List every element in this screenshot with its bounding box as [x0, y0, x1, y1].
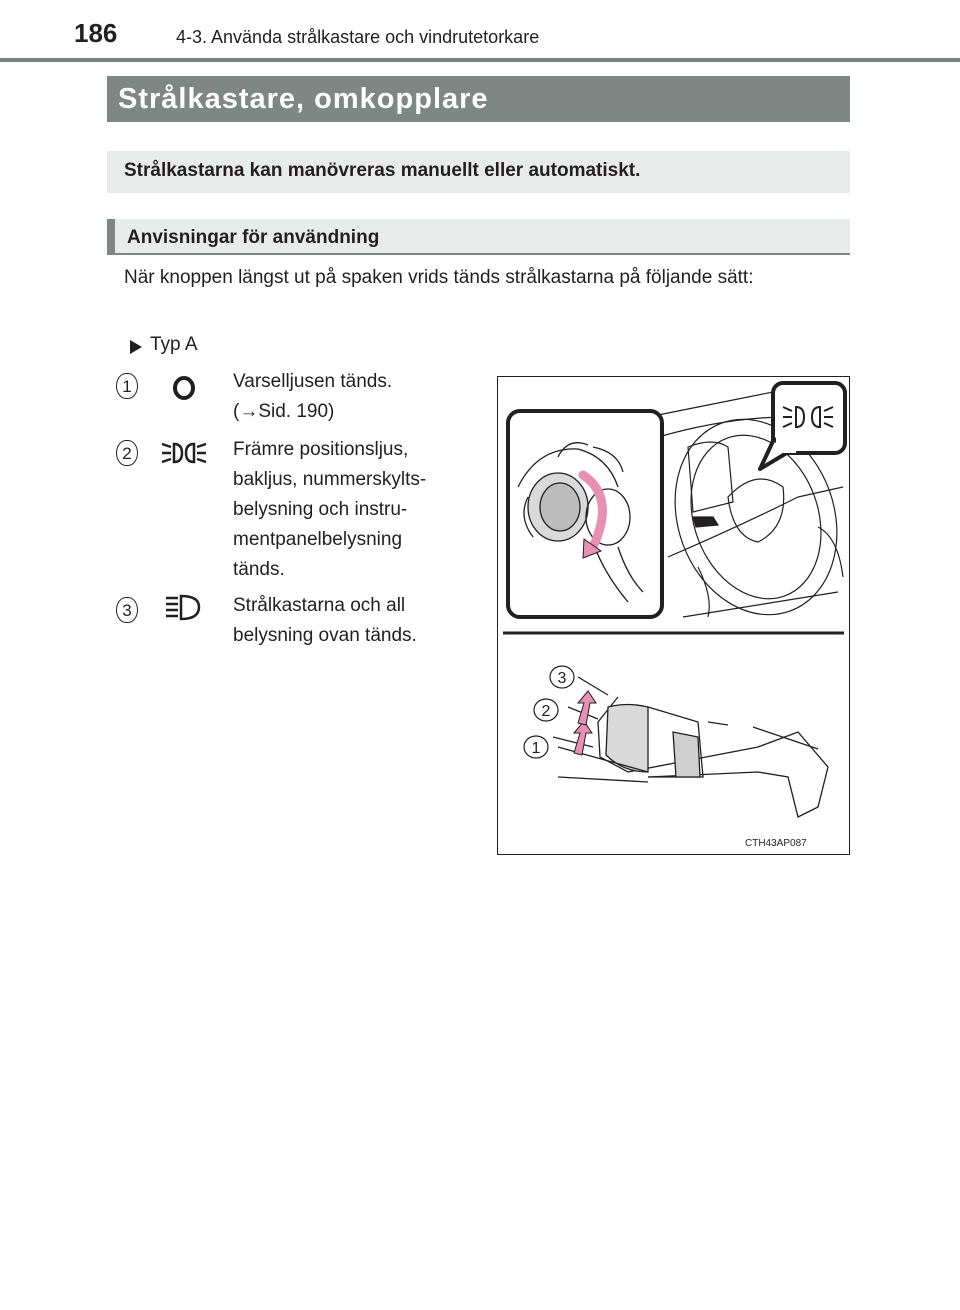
- item-number-2: 2: [116, 440, 138, 466]
- daytime-running-light-icon: [170, 374, 198, 402]
- body-paragraph: När knoppen längst ut på spaken vrids tänds strålkastarna på följande sätt:: [124, 267, 754, 288]
- bullet-arrow-icon: [130, 340, 142, 354]
- chapter-title: 4-3. Använda strålkastare och vindrutetorkare: [176, 27, 540, 47]
- subheading: Anvisningar för användning: [127, 227, 380, 248]
- item-description-1: Varselljusen tänds. (→Sid. 190): [233, 371, 393, 422]
- figure-callout-1: 1: [531, 740, 541, 757]
- section-title: Strålkastare, omkopplare: [118, 83, 489, 115]
- item-description-3: Strålkastarna och all belysning ovan tänds.: [233, 595, 417, 646]
- position-light-icon: [160, 438, 208, 468]
- type-label: Typ A: [150, 334, 198, 355]
- header-rule: [0, 58, 960, 62]
- figure-frame: [497, 376, 850, 855]
- intro-text: Strålkastarna kan manövreras manuellt eller automatiskt.: [124, 160, 641, 181]
- figure-callout-2: 2: [541, 703, 551, 720]
- headlight-icon: [163, 592, 203, 624]
- item-number-3: 3: [116, 597, 138, 623]
- headlight-switch-illustration: [498, 377, 849, 854]
- page-number: 186: [74, 18, 118, 48]
- item-description-2: Främre positionsljus, bakljus, nummerskylts- belysning och instru- mentpanelbelysning tänds.: [233, 439, 427, 580]
- subheading-accent: [107, 219, 115, 255]
- figure-callout-3: 3: [557, 670, 567, 687]
- item-number-1: 1: [116, 373, 138, 399]
- figure-code: CTH43AP087: [745, 838, 807, 849]
